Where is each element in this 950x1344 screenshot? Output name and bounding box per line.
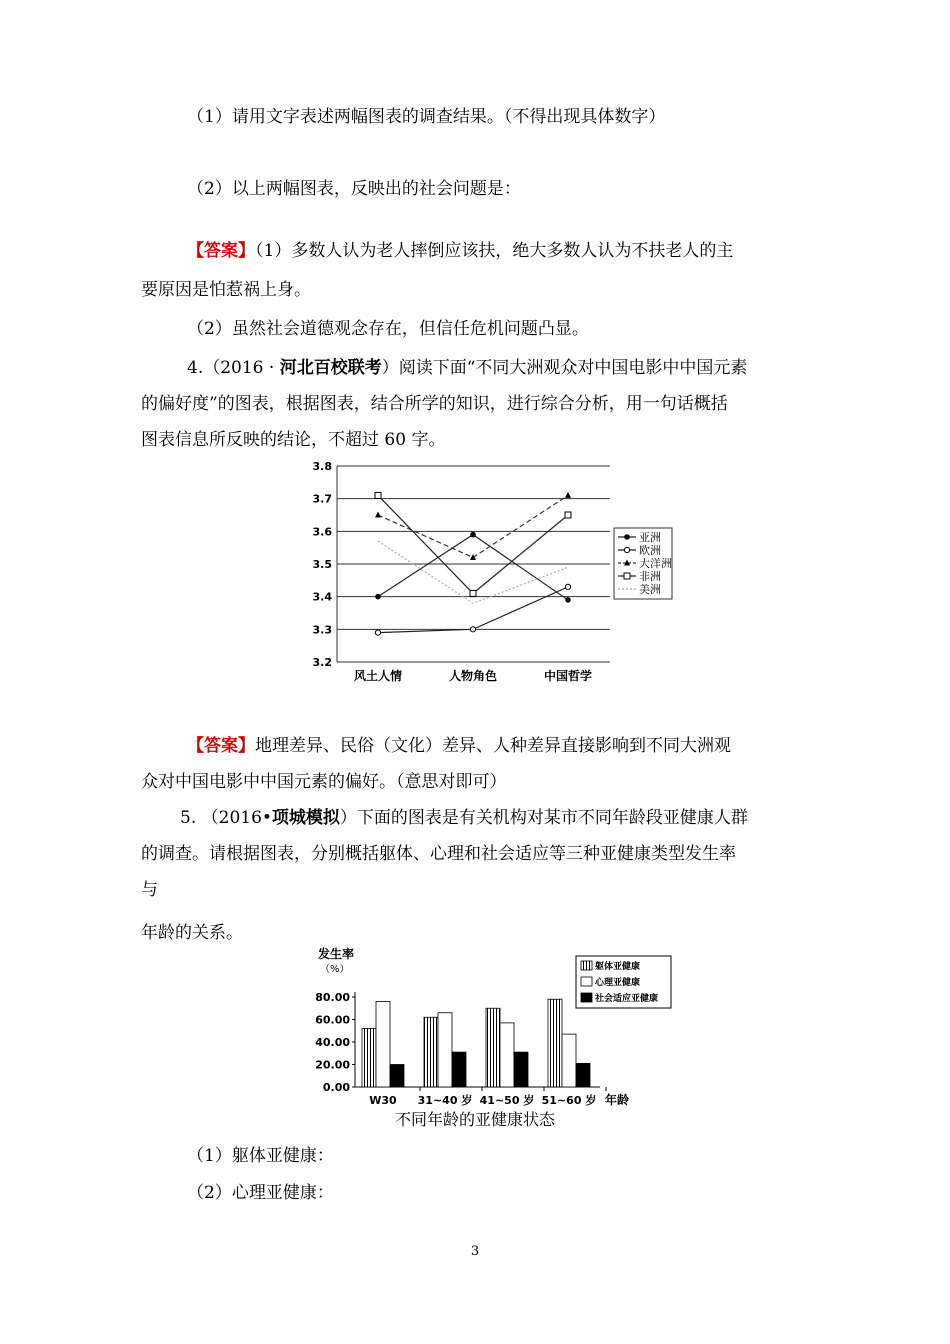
q4-answer-line-2: 众对中国电影中中国元素的偏好。（意思对即可） — [141, 772, 507, 792]
q5-line-1 — [180, 807, 748, 829]
line-chart — [300, 458, 690, 690]
legend-label: 心理亚健康 — [595, 978, 641, 988]
legend-label: 亚洲 — [639, 531, 661, 544]
q5-sub-question-2: （2）心理亚健康： — [187, 1183, 334, 1203]
legend-swatch — [581, 961, 592, 970]
data-point — [565, 512, 571, 518]
legend-label: 社会适应亚健康 — [595, 994, 659, 1004]
q5-sub-question-1: （1）躯体亚健康： — [187, 1146, 334, 1166]
bar — [452, 1052, 466, 1087]
prev-sub-question-1: （1）请用文字表述两幅图表的调查结果。（不得出现具体数字） — [187, 107, 666, 127]
data-point — [470, 627, 475, 632]
q4-line-1 — [187, 357, 747, 379]
bar — [514, 1052, 528, 1087]
data-point — [565, 584, 570, 589]
y-tick-label: 3.8 — [312, 460, 332, 473]
bar — [376, 1002, 390, 1088]
y-tick-label: 80.00 — [315, 991, 350, 1004]
y-tick-label: 3.3 — [312, 623, 332, 637]
bar — [424, 1017, 438, 1087]
q4-number: 4.（2016 · — [187, 358, 280, 378]
bar — [486, 1008, 500, 1087]
bar — [562, 1034, 576, 1087]
bar — [548, 999, 562, 1087]
prev-answer-line-3: （2）虽然社会道德观念存在，但信任危机问题凸显。 — [187, 319, 589, 339]
legend-label: 大洋洲 — [639, 557, 672, 570]
page-number: 3 — [470, 1244, 480, 1259]
bar — [500, 1023, 514, 1087]
bar-chart — [300, 942, 690, 1132]
q4-line-3: 图表信息所反映的结论，不超过 60 字。 — [141, 430, 446, 450]
q5-line-3: 与 — [141, 880, 158, 900]
data-point — [565, 492, 571, 498]
data-point — [375, 594, 381, 600]
data-point — [470, 554, 476, 560]
q5-number: 5. （2016• — [180, 808, 272, 828]
y-tick-label: 0.00 — [322, 1081, 350, 1094]
bar — [438, 1013, 452, 1087]
bar — [362, 1029, 376, 1088]
prev-answer-line-2: 要原因是怕惹祸上身。 — [141, 280, 311, 300]
chart-title: 不同年龄的亚健康状态 — [394, 1110, 556, 1129]
prev-answer-line-1 — [187, 240, 733, 262]
q4-text: ）阅读下面“不同大洲观众对中国电影中中国元素 — [381, 358, 748, 378]
prev-sub-question-2: （2）以上两幅图表，反映出的社会问题是： — [187, 179, 521, 199]
q5-text: ）下面的图表是有关机构对某市不同年龄段亚健康人群 — [339, 808, 748, 828]
y-tick-label: 60.00 — [315, 1013, 350, 1027]
data-point — [565, 597, 571, 603]
y-tick-label: 3.4 — [312, 590, 332, 604]
series-大洋洲 — [375, 492, 571, 560]
y-tick-label: 3.6 — [312, 525, 332, 539]
data-point — [375, 512, 381, 518]
legend-swatch — [581, 993, 592, 1002]
y-axis-unit: （%） — [320, 964, 350, 975]
bar — [576, 1063, 590, 1087]
data-point — [375, 492, 381, 498]
legend-label: 非洲 — [639, 570, 661, 583]
series-line — [378, 495, 568, 557]
y-tick-label: 3.7 — [312, 492, 332, 506]
legend-label: 欧洲 — [639, 544, 661, 557]
x-tick-label: 41~50 岁 — [479, 1094, 535, 1107]
q5-source: 项城模拟 — [271, 808, 340, 828]
x-tick-label: W30 — [369, 1094, 397, 1107]
q4-source: 河北百校联考 — [279, 358, 382, 378]
x-tick-label: 风土人情 — [353, 669, 403, 683]
data-point — [624, 534, 630, 540]
x-axis-label: 年龄 — [605, 1093, 630, 1107]
data-point — [470, 590, 476, 596]
x-tick-label: 人物角色 — [448, 669, 498, 683]
answer-text: （1）多数人认为老人摔倒应该扶，绝大多数人认为不扶老人的主 — [255, 241, 734, 261]
q5-line-4: 年龄的关系。 — [141, 923, 243, 943]
data-point — [375, 630, 380, 635]
data-point — [624, 547, 629, 552]
series-非洲 — [375, 492, 571, 596]
y-tick-label: 3.5 — [312, 558, 332, 571]
legend-label: 躯体亚健康 — [595, 962, 641, 972]
y-axis-label: 发生率 — [318, 947, 355, 961]
answer-text: 地理差异、民俗（文化）差异、人种差异直接影响到不同大洲观 — [255, 736, 731, 756]
data-point — [470, 532, 476, 538]
q4-answer-line-1 — [187, 735, 731, 757]
q4-line-2: 的偏好度”的图表，根据图表，结合所学的知识，进行综合分析，用一句话概括 — [141, 394, 728, 414]
q5-line-2: 的调查。请根据图表，分别概括躯体、心理和社会适应等三种亚健康类型发生率 — [141, 844, 736, 864]
answer-tag: 【答案】 — [187, 736, 255, 756]
legend-swatch — [581, 977, 592, 986]
legend-label: 美洲 — [639, 583, 661, 596]
data-point — [624, 573, 630, 579]
y-tick-label: 20.00 — [315, 1058, 350, 1072]
x-tick-label: 31~40 岁 — [417, 1094, 473, 1107]
x-tick-label: 中国哲学 — [543, 669, 593, 683]
y-tick-label: 3.2 — [312, 656, 332, 669]
answer-tag: 【答案】 — [187, 241, 255, 261]
x-tick-label: 51~60 岁 — [541, 1094, 597, 1107]
y-tick-label: 40.00 — [315, 1036, 350, 1049]
bar — [390, 1065, 404, 1088]
